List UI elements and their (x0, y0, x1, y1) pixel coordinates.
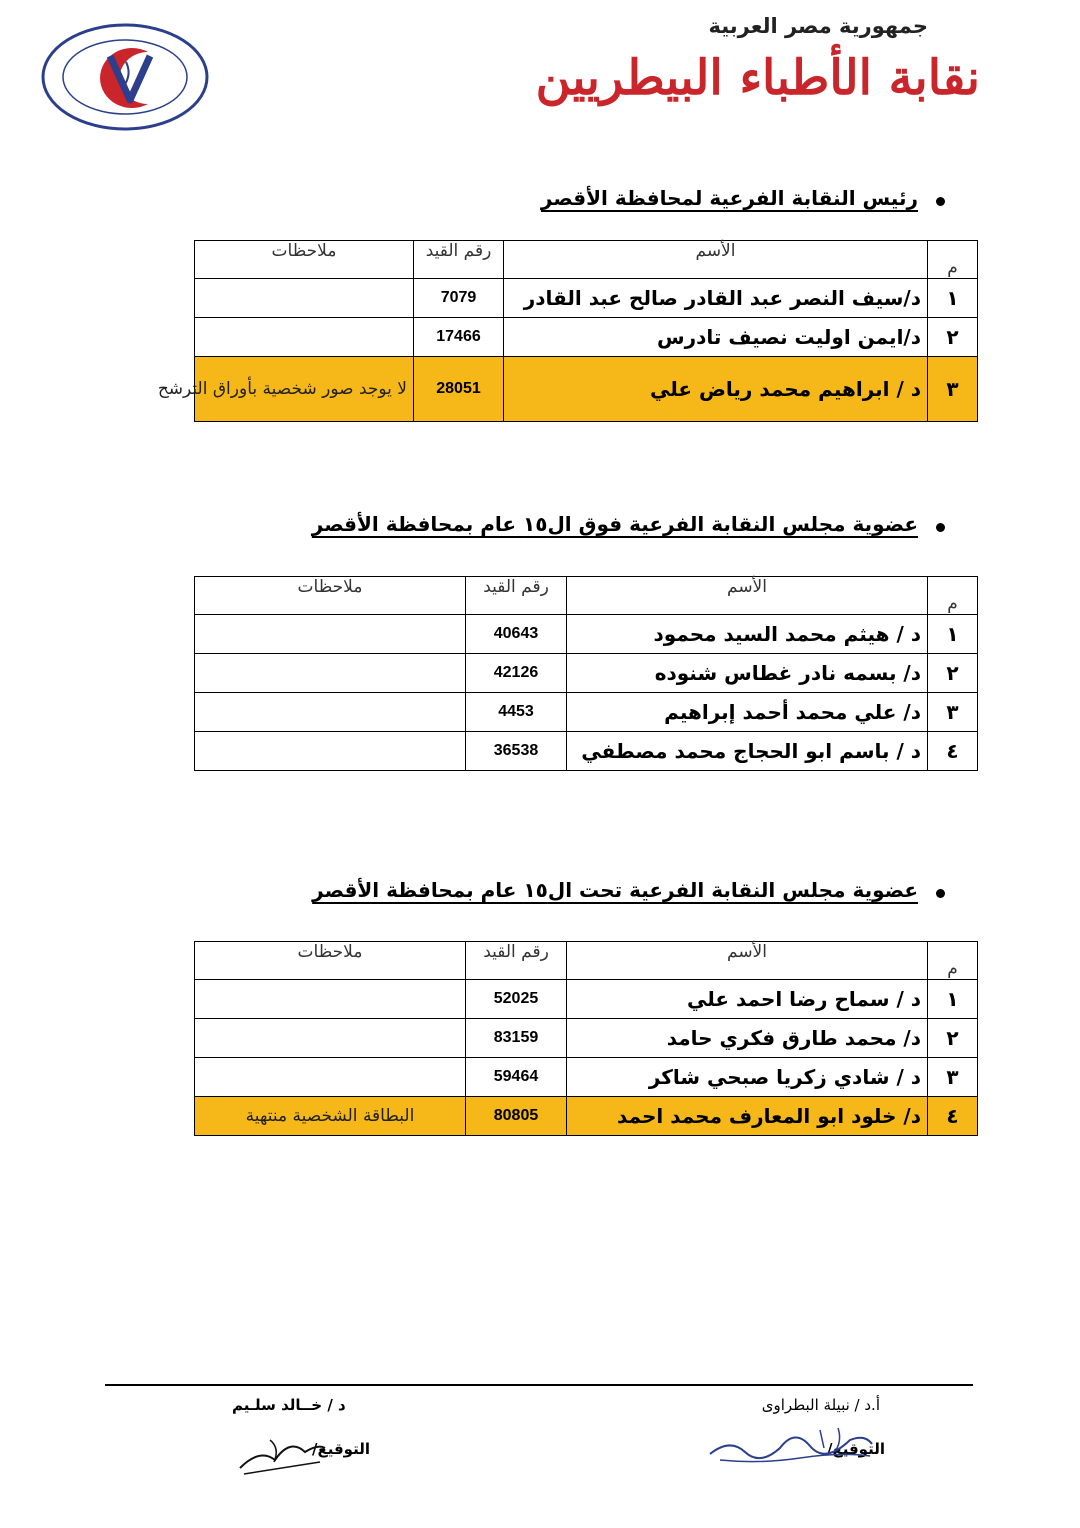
bullet-icon (936, 889, 945, 898)
row-reg: 52025 (466, 980, 567, 1019)
row-notes (195, 1058, 466, 1097)
egyptian-veterinarians-syndicate-logo (40, 22, 210, 132)
row-notes: لا يوجد صور شخصية بأوراق الترشح (195, 357, 414, 422)
bullet-icon (936, 197, 945, 206)
bullet-icon (936, 523, 945, 532)
row-notes (195, 980, 466, 1019)
col-header-notes: ملاحظات (195, 942, 466, 980)
row-reg: 4453 (466, 693, 567, 732)
table-header-row (195, 577, 978, 615)
row-idx: ٤ (928, 732, 978, 771)
syndicate-name: نقابة الأطباء البيطريين (535, 50, 980, 106)
row-reg: 80805 (466, 1097, 567, 1136)
row-notes (195, 615, 466, 654)
col-header-reg: رقم القيد (466, 577, 567, 615)
row-reg: 17466 (414, 318, 504, 357)
col-header-name: الأسم (567, 942, 928, 980)
table-council-under-15 (194, 941, 978, 1136)
col-header-reg: رقم القيد (414, 241, 504, 279)
right-signature-label: التوقيع/ (827, 1440, 885, 1458)
row-name: د/سيف النصر عبد القادر صالح عبد القادر (504, 279, 928, 318)
row-idx: ١ (928, 279, 978, 318)
row-reg: 36538 (466, 732, 567, 771)
row-name: د/ محمد طارق فكري حامد (567, 1019, 928, 1058)
col-header-name: الأسم (567, 577, 928, 615)
col-header-name: الأسم (504, 241, 928, 279)
row-reg: 42126 (466, 654, 567, 693)
table-header-row (195, 241, 978, 279)
row-name: د / باسم ابو الحجاج محمد مصطفي (567, 732, 928, 771)
row-reg: 7079 (414, 279, 504, 318)
row-idx: ٢ (928, 318, 978, 357)
table-row (195, 279, 978, 318)
row-reg: 83159 (466, 1019, 567, 1058)
col-header-idx: م (928, 241, 978, 279)
table-header-row (195, 942, 978, 980)
row-name: د/ايمن اوليت نصيف تادرس (504, 318, 928, 357)
section-title-council-under-15: عضوية مجلس النقابة الفرعية تحت ال١٥ عام بمحافظة الأقصر (312, 878, 918, 902)
row-notes (195, 1019, 466, 1058)
row-idx: ٤ (928, 1097, 978, 1136)
col-header-notes: ملاحظات (195, 241, 414, 279)
table-row (195, 615, 978, 654)
table-row (195, 1019, 978, 1058)
right-signatory-name: أ.د / نبيلة البطراوى (761, 1396, 880, 1414)
row-notes: البطاقة الشخصية منتهية (195, 1097, 466, 1136)
row-name: د/ علي محمد أحمد إبراهيم (567, 693, 928, 732)
row-reg: 28051 (414, 357, 504, 422)
row-name: د/ خلود ابو المعارف محمد احمد (567, 1097, 928, 1136)
row-name: د / سماح رضا احمد علي (567, 980, 928, 1019)
section-title-branch-head: رئيس النقابة الفرعية لمحافظة الأقصر (540, 186, 918, 210)
row-notes (195, 279, 414, 318)
row-idx: ٢ (928, 654, 978, 693)
table-row (195, 318, 978, 357)
table-row (195, 732, 978, 771)
row-idx: ٣ (928, 693, 978, 732)
row-name: د / ابراهيم محمد رياض علي (504, 357, 928, 422)
col-header-notes: ملاحظات (195, 577, 466, 615)
left-signature-scribble-icon (230, 1418, 330, 1480)
row-reg: 59464 (466, 1058, 567, 1097)
right-signature-scribble-icon (700, 1418, 880, 1470)
row-notes (195, 318, 414, 357)
table-row (195, 1058, 978, 1097)
row-idx: ١ (928, 980, 978, 1019)
col-header-reg: رقم القيد (466, 942, 567, 980)
section-title-council-over-15: عضوية مجلس النقابة الفرعية فوق ال١٥ عام بمحافظة الأقصر (311, 512, 918, 536)
row-idx: ٣ (928, 357, 978, 422)
table-row (195, 654, 978, 693)
row-name: د / هيثم محمد السيد محمود (567, 615, 928, 654)
table-row-highlighted (195, 1097, 978, 1136)
row-notes (195, 693, 466, 732)
table-council-over-15 (194, 576, 978, 771)
row-idx: ١ (928, 615, 978, 654)
row-idx: ٣ (928, 1058, 978, 1097)
row-notes (195, 654, 466, 693)
row-name: د/ بسمه نادر غطاس شنوده (567, 654, 928, 693)
table-row-highlighted (195, 357, 978, 422)
left-signature-label: التوقيع/ (312, 1440, 370, 1458)
country-name: جمهورية مصر العربية (708, 14, 928, 38)
col-header-idx: م (928, 942, 978, 980)
left-signatory-name: د / خــالد سلـيم (232, 1396, 346, 1414)
table-branch-head (157, 240, 978, 422)
table-row (195, 693, 978, 732)
footer-divider (105, 1384, 973, 1386)
col-header-idx: م (928, 577, 978, 615)
row-notes (195, 732, 466, 771)
row-reg: 40643 (466, 615, 567, 654)
table-row (195, 980, 978, 1019)
row-name: د / شادي زكريا صبحي شاكر (567, 1058, 928, 1097)
row-idx: ٢ (928, 1019, 978, 1058)
